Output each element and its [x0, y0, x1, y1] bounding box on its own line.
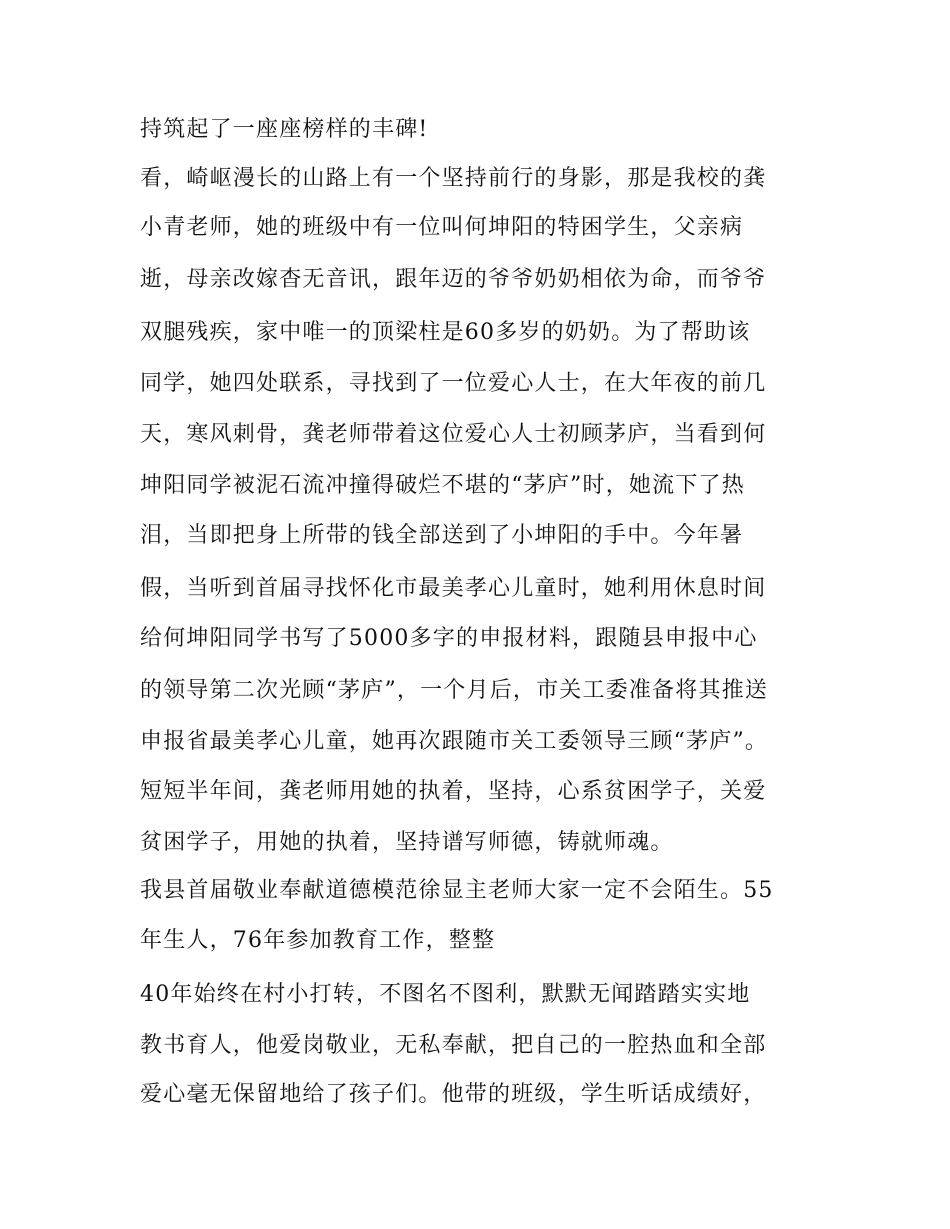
text-line: 小青老师，她的班级中有一位叫何坤阳的特困学生，父亲病	[140, 215, 744, 240]
text-line: 教书育人，他爱岗敬业，无私奉献，把自己的一腔热血和全部	[140, 1033, 767, 1058]
text-line: 的领导第二次光顾“茅庐”，一个月后，市关工委准备将其推送	[140, 678, 769, 703]
text-line: 双腿残疾，家中唯一的顶梁柱是60多岁的奶奶。为了帮助该	[140, 320, 751, 345]
text-line: 持筑起了一座座榜样的丰碑!	[140, 117, 429, 142]
text-line: 给何坤阳同学书写了5000多字的申报材料，跟随县申报中心	[140, 626, 758, 651]
text-line: 逝，母亲改嫁杳无音讯，跟年迈的爷爷奶奶相依为命，而爷爷	[140, 267, 767, 292]
text-line: 申报省最美孝心儿童，她再次跟随市关工委领导三顾“茅庐”。	[140, 729, 769, 754]
text-line: 假，当听到首届寻找怀化市最美孝心儿童时，她利用休息时间	[140, 576, 767, 601]
text-line: 40年始终在村小打转，不图名不图利，默默无闻踏踏实实地	[140, 982, 751, 1007]
text-line: 年生人，76年参加教育工作，整整	[140, 928, 496, 953]
text-line: 泪，当即把身上所带的钱全部送到了小坤阳的手中。今年暑	[140, 523, 744, 548]
text-line: 我县首届敬业奉献道德模范徐显主老师大家一定不会陌生。55	[140, 878, 774, 903]
text-line: 坤阳同学被泥石流冲撞得破烂不堪的“茅庐”时，她流下了热	[140, 473, 745, 498]
text-line: 天，寒风刺骨，龚老师带着这位爱心人士初顾茅庐，当看到何	[140, 422, 767, 447]
text-line: 贫困学子，用她的执着，坚持谱写师德，铸就师魂。	[140, 830, 674, 855]
text-line: 同学，她四处联系，寻找到了一位爱心人士，在大年夜的前几	[140, 371, 767, 396]
text-line: 爱心毫无保留地给了孩子们。他带的班级，学生听话成绩好，	[140, 1082, 767, 1107]
text-line: 看，崎岖漫长的山路上有一个坚持前行的身影，那是我校的龚	[140, 166, 767, 191]
text-line: 短短半年间，龚老师用她的执着，坚持，心系贫困学子，关爱	[140, 779, 767, 804]
